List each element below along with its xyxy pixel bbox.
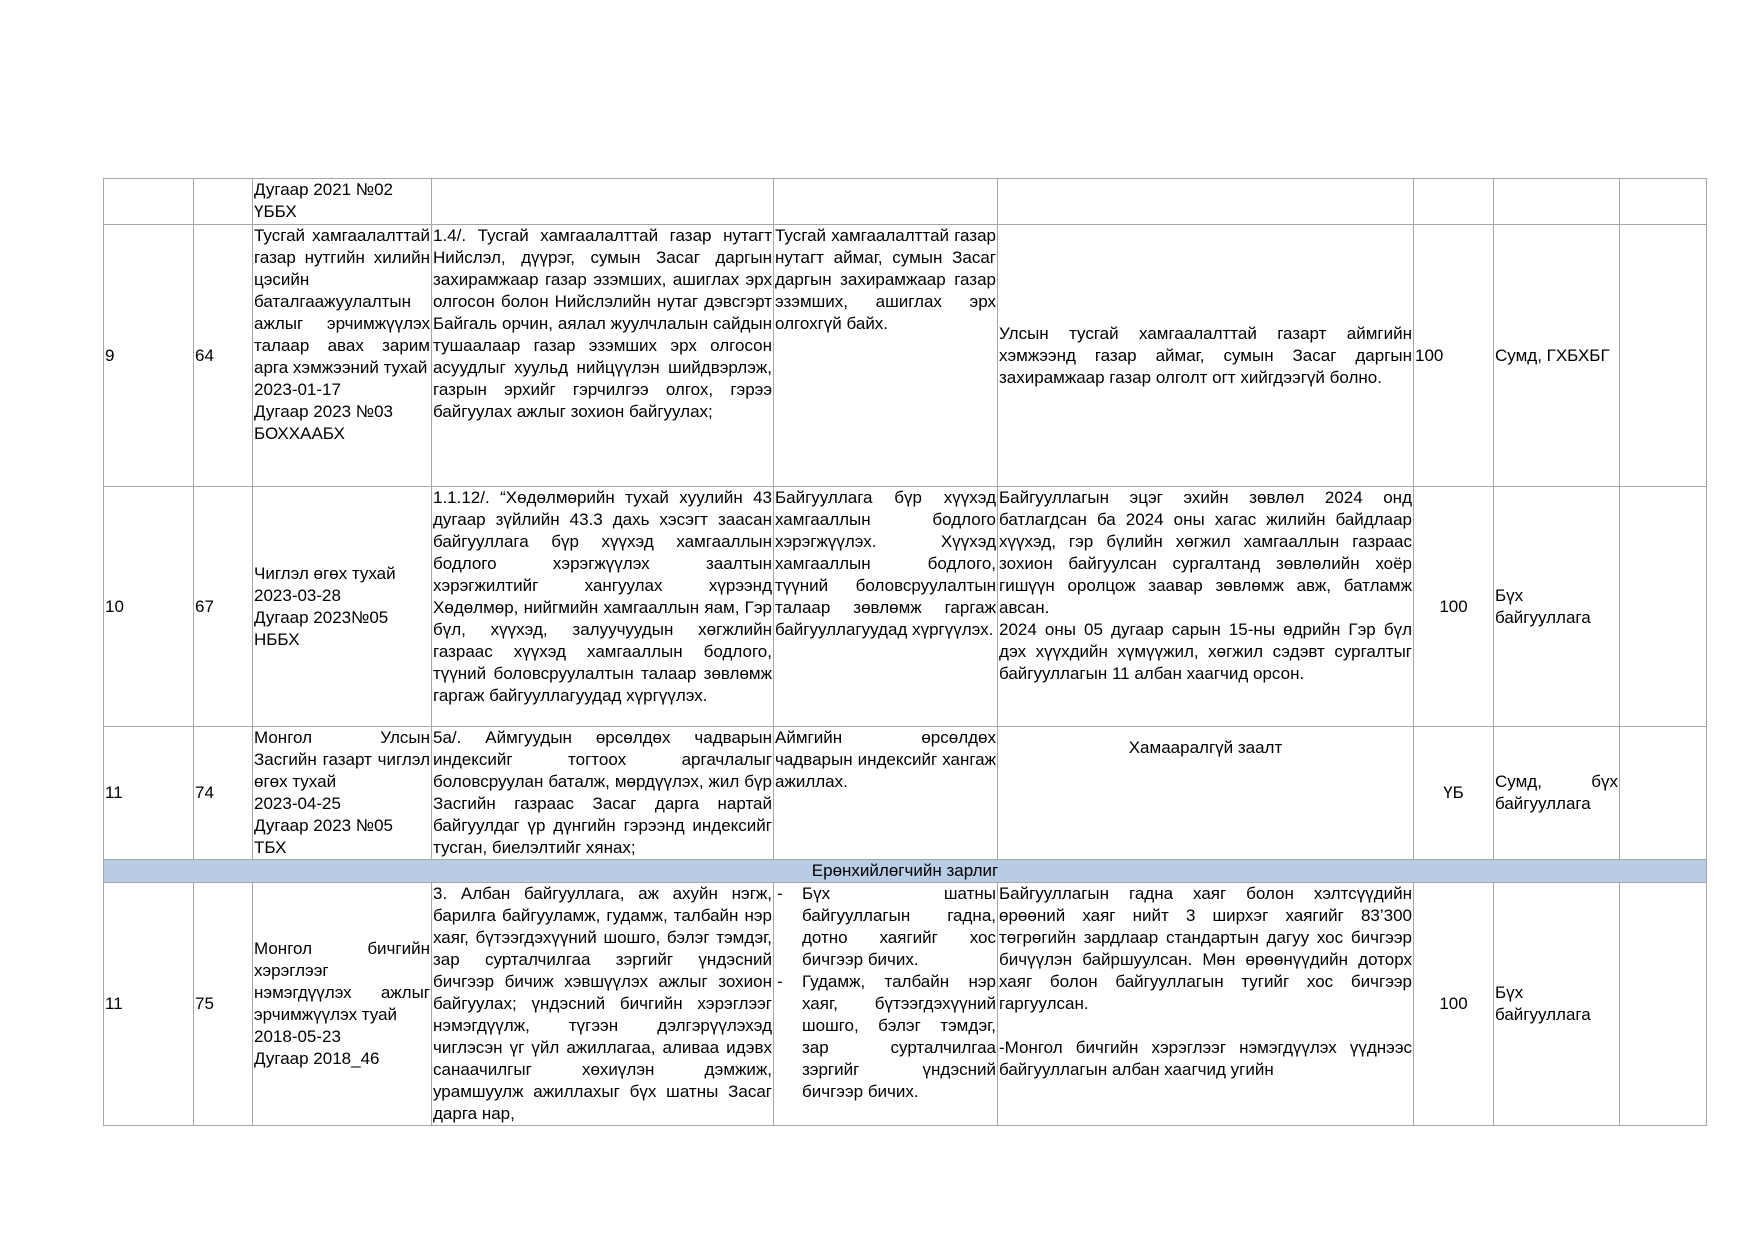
cell-percent: 100 <box>1414 487 1494 727</box>
cell-no: 9 <box>104 225 194 487</box>
list-item <box>775 883 996 971</box>
section-title: Ерөнхийлөгчийн зарлиг <box>104 860 1707 883</box>
cell-no: 11 <box>104 883 194 1126</box>
cell-extra <box>1620 179 1707 225</box>
report-table <box>103 178 1707 1126</box>
section-header-row <box>104 860 1707 883</box>
cell-task <box>432 179 774 225</box>
cell-measure <box>774 179 998 225</box>
document-title: Тусгай хамгаалалттай газар нутгийн хилийн цэсийн баталгаажуулалтын ажлыг эрчимжүүлэх талаар авах зарим арга хэмжээний тухай <box>254 226 430 377</box>
paragraph-gap <box>999 1015 1412 1037</box>
document-date: 2023-01-17 <box>254 380 341 399</box>
cell-percent <box>1414 179 1494 225</box>
document-date: 2023-03-28 <box>254 585 341 605</box>
dash-marker: - <box>777 972 783 991</box>
cell-code: 75 <box>194 883 253 1126</box>
document-issuer: ҮББХ <box>254 202 297 221</box>
cell-code: 74 <box>194 727 253 860</box>
cell-measure: Байгууллага бүр хүүхэд хамгааллын бодлого хэрэгжүүлэх. Хүүхэд хамгааллын бодлого, түүний боловсруулалтын талаар зөвлөмж гаргаж байгууллагуудад хүргүүлэх. <box>774 487 998 727</box>
cell-document <box>253 179 432 225</box>
document-title: Монгол бичгийн хэрэглээг нэмэгдүүлэх ажлыг эрчимжүүлэх туай <box>254 939 430 1024</box>
dash-marker: - <box>777 884 783 903</box>
document-number: Дугаар 2023№05 <box>254 607 389 627</box>
document-title: Чиглэл өгөх тухай <box>254 563 396 583</box>
result-paragraph: 2024 оны 05 дугаар сарын 15-ны өдрийн Гэр бүл дэх хүүхдийн хүмүүжил, хөгжил сэдэвт сургалтыг байгууллагын 11 албан хаагчид орсон. <box>999 620 1412 683</box>
cell-result: Улсын тусгай хамгаалалттай газарт аймгийн хэмжээнд газар аймаг, сумын Засаг даргын захирамжаар газар олголт огт хийгдээгүй болно. <box>998 225 1414 487</box>
cell-responsible: Бүх байгууллага <box>1494 487 1620 727</box>
cell-document <box>253 487 432 727</box>
document-number: Дугаар 2018_46 <box>254 1049 380 1068</box>
document-title: Монгол Улсын Засгийн газарт чиглэл өгөх тухай <box>254 728 430 791</box>
cell-task: 1.4/. Тусгай хамгаалалттай газар нутагт Нийслэл, дүүрэг, сумын Засаг даргын захирамжаар газар эзэмших, ашиглах эрх олгосон болон Нийслэлийн нутаг дэвсгэрт Байгаль орчин, аялал жуулчлалын сайдын тушаалаар газар эзэмших эрх олгосон асуудлыг хуульд нийцүүлэн шийдвэрлэж, газрын эрхийг гэрчилгээ олгох, гэрээ байгуулах ажлыг зохион байгуулах; <box>432 225 774 487</box>
cell-document <box>253 727 432 860</box>
cell-responsible: Сумд, ГХБХБГ <box>1494 225 1620 487</box>
cell-extra <box>1620 727 1707 860</box>
document-date: 2018-05-23 <box>254 1027 341 1046</box>
result-paragraph: Байгууллагын гадна хаяг болон хэлтсүүдийн өрөөний хаяг нийт 3 ширхэг хаягийг 83’300 төгрөгийн зардлаар стандартын дагуу хос бичгээр бичүүлэн байршуулсан. Мөн өрөөнүүдийн доторх хаяг болон байгууллагын тугийг хос бичгээр гаргуулсан. <box>999 884 1412 1013</box>
cell-percent: 100 <box>1414 883 1494 1126</box>
cell-no: 11 <box>104 727 194 860</box>
cell-extra <box>1620 883 1707 1126</box>
measure-list <box>775 883 996 1103</box>
cell-result <box>998 487 1414 727</box>
document-number: Дугаар 2021 №02 <box>254 180 393 199</box>
cell-result <box>998 179 1414 225</box>
cell-responsible: Бүх байгууллага <box>1494 883 1620 1126</box>
cell-measure: Аймгийн өрсөлдөх чадварын индексийг хангаж ажиллах. <box>774 727 998 860</box>
cell-task: 1.1.12/. “Хөдөлмөрийн тухай хуулийн 43 дугаар зүйлийн 43.3 дахь хэсэгт заасан байгууллага бүр хүүхэд хамгааллын бодлого хэрэгжүүлэх заалтын хэрэгжилтийг хангуулах хүрээнд Хөдөлмөр, нийгмийн хамгааллын яам, Гэр бүл, хүүхэд, залуучуудын хөгжлийн газраас хүүхэд хамгааллын бодлого, түүний боловсруулалтын талаар зөвлөмж гаргаж байгууллагуудад хүргүүлэх. <box>432 487 774 727</box>
cell-no <box>104 179 194 225</box>
cell-code: 67 <box>194 487 253 727</box>
list-item-text: Гудамж, талбайн нэр хаяг, бүтээгдэхүүний шошго, бэлэг тэмдэг, зар сурталчилгаа зэргийг үндэсний бичгээр бичих. <box>802 972 996 1101</box>
cell-code <box>194 179 253 225</box>
cell-responsible: Сумд, бүх байгууллага <box>1494 727 1620 860</box>
table-row <box>104 179 1707 225</box>
table-row <box>104 225 1707 487</box>
document-issuer: НББХ <box>254 629 300 649</box>
cell-result: Хамааралгүй заалт <box>998 727 1414 860</box>
cell-percent: ҮБ <box>1414 727 1494 860</box>
list-item <box>775 971 996 1103</box>
table-row <box>104 727 1707 860</box>
cell-responsible <box>1494 179 1620 225</box>
result-paragraph: -Монгол бичгийн хэрэглээг нэмэгдүүлэх үүднээс байгууллагын албан хаагчид угийн <box>999 1038 1412 1079</box>
cell-result <box>998 883 1414 1126</box>
cell-measure: Тусгай хамгаалалттай газар нутагт аймаг, сумын Засаг даргын захирамжаар газар эзэмших, ашиглах эрх олгохгүй байх. <box>774 225 998 487</box>
document-issuer: ТБХ <box>254 838 287 857</box>
cell-extra <box>1620 487 1707 727</box>
table-row <box>104 487 1707 727</box>
document-number: Дугаар 2023 №03 <box>254 402 393 421</box>
cell-code: 64 <box>194 225 253 487</box>
cell-extra <box>1620 225 1707 487</box>
result-paragraph: Байгууллагын эцэг эхийн зөвлөл 2024 онд батлагдсан ба 2024 оны хагас жилийн байдлаар хүүхэд, гэр бүлийн хөгжил хамгааллын газраас зохион байгуулсан сургалтанд зөвлөлийн хоёр гишүүн оролцож заавар зөвлөмж авж, батламж авсан. <box>999 488 1412 617</box>
cell-task: 5а/. Аймгуудын өрсөлдөх чадварын индексийг тогтоох аргачлалыг боловсруулан баталж, мөрдүүлэх, жил бүр Засгийн газраас Засаг дарга нартай байгуулдаг үр дүнгийн гэрээнд индексийг тусган, биелэлтийг хянах; <box>432 727 774 860</box>
document-date: 2023-04-25 <box>254 794 341 813</box>
cell-percent: 100 <box>1414 225 1494 487</box>
cell-document <box>253 225 432 487</box>
cell-task: 3. Албан байгууллага, аж ахуйн нэгж, барилга байгууламж, гудамж, талбайн нэр хаяг, бүтээгдэхүүний шошго, бэлэг тэмдэг, зар сурталчилгаа зэргийг үндэсний бичгээр бичиж хэвшүүлэх ажлыг зохион байгуулах; үндэсний бичгийн хэрэглээг нэмэгдүүлж, түгээн дэлгэрүүлэхэд чиглэсэн үг үйл ажиллагаа, аливаа идэвх санаачилгыг хөхиүлэн дэмжиж, урамшуулж ажиллахыг бүх шатны Засаг дарга нар, <box>432 883 774 1126</box>
table-row <box>104 883 1707 1126</box>
document-issuer: БОХХААБХ <box>254 424 345 443</box>
cell-no: 10 <box>104 487 194 727</box>
list-item-text: Бүх шатны байгууллагын гадна, дотно хаягийг хос бичгээр бичих. <box>802 884 996 969</box>
cell-document <box>253 883 432 1126</box>
cell-measure <box>774 883 998 1126</box>
document-number: Дугаар 2023 №05 <box>254 816 393 835</box>
